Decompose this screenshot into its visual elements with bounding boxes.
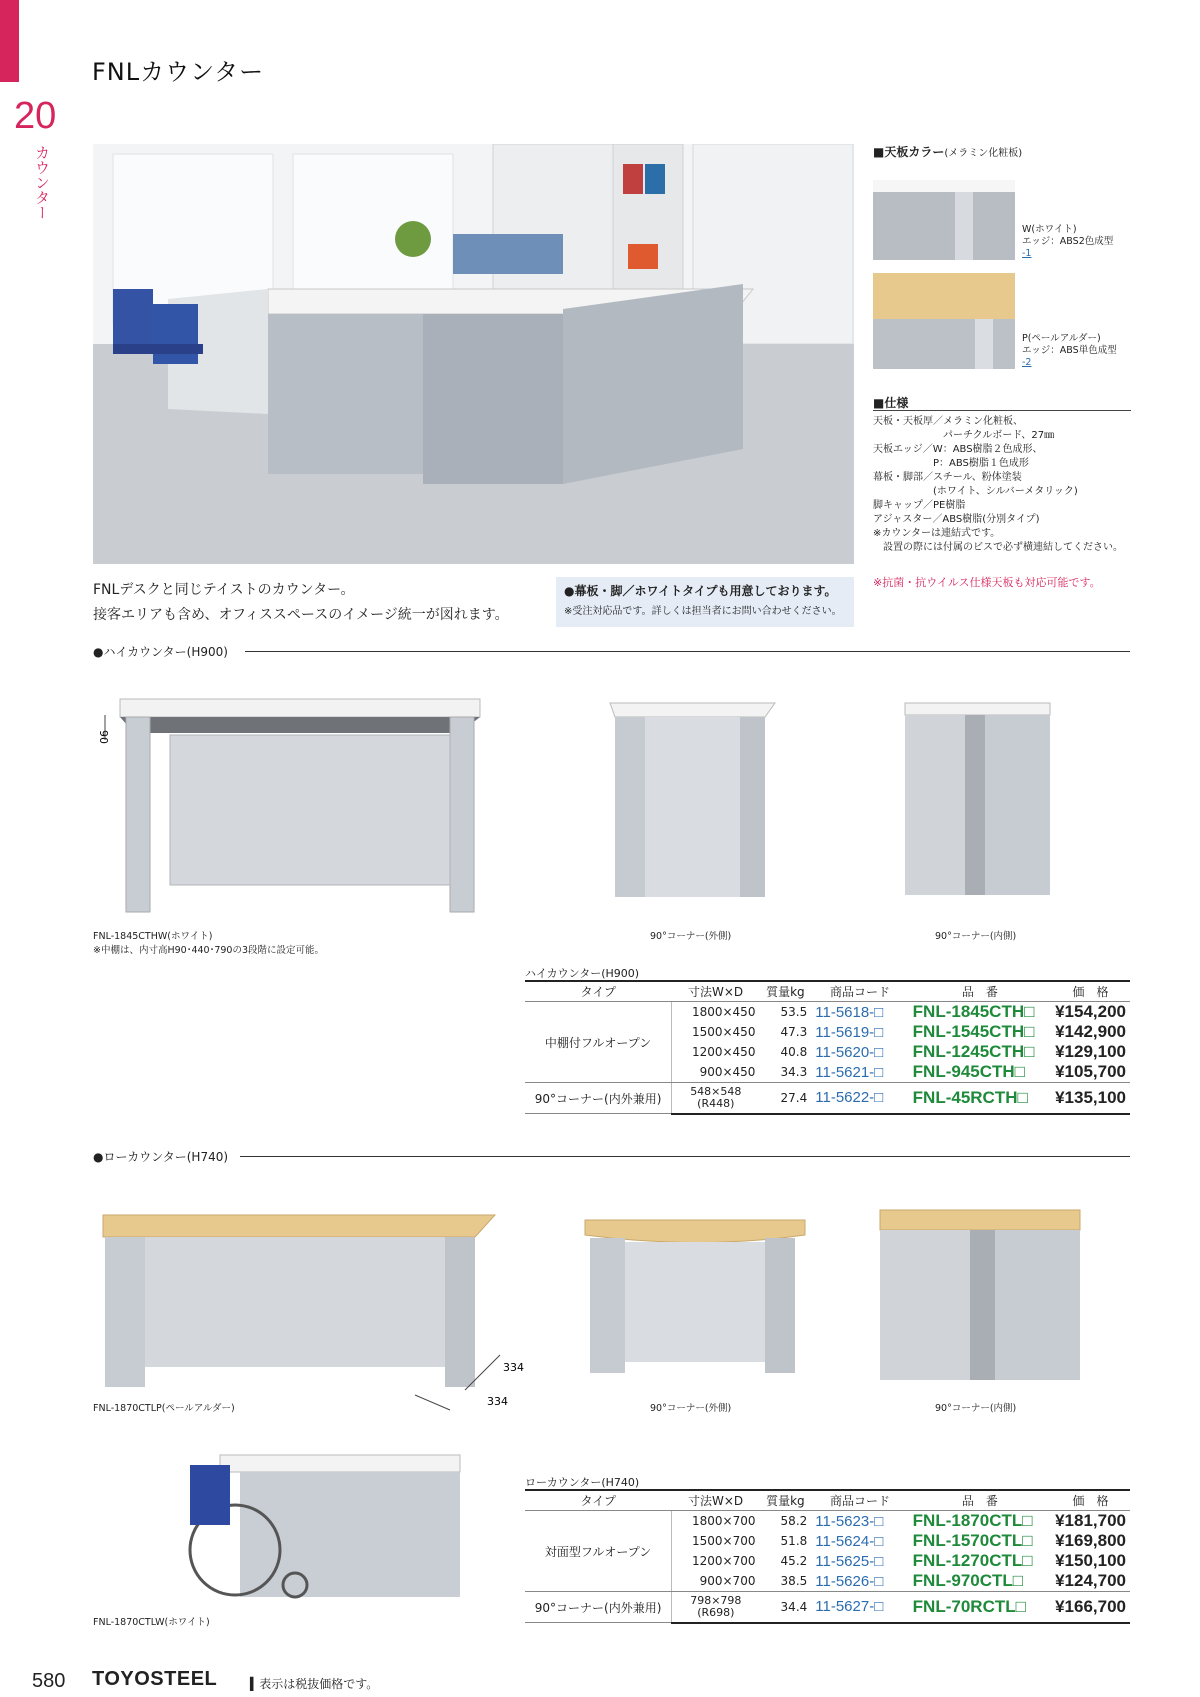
pale-alder-top-swatch bbox=[873, 273, 1015, 369]
th-mass: 質量kg bbox=[759, 1490, 811, 1511]
table-row: 1200×700 45.2 11-5625-□ FNL-1270CTL□ ¥150,100 bbox=[691, 1551, 1126, 1570]
chapter-number: 20 bbox=[14, 95, 57, 137]
section-rule bbox=[240, 1156, 1130, 1157]
low-counter-drawing bbox=[95, 1205, 525, 1419]
white-top-swatch bbox=[873, 180, 1015, 260]
high-corner-inner-caption: 90°コーナー(内側) bbox=[935, 931, 1017, 942]
low-corner-outer-caption: 90°コーナー(外側) bbox=[650, 1403, 732, 1414]
th-size: 寸法W×D bbox=[672, 981, 760, 1002]
th-type: タイプ bbox=[525, 981, 672, 1002]
description: FNLデスクと同じテイストのカウンター。 接客エリアも含め、オフィススペースのイメージ統一が図れます。 bbox=[93, 582, 509, 623]
table-row: 90°コーナー(内外兼用) 548×548 (R448) 27.4 11-5622-□ FNL-45RCTH□ ¥135,100 bbox=[525, 1083, 1130, 1114]
width-dim-label: 334 bbox=[487, 1395, 508, 1408]
th-model: 品 番 bbox=[909, 1490, 1051, 1511]
th-mass: 質量kg bbox=[759, 981, 811, 1002]
pale-top-text: P(ペールアルダー) エッジ：ABS単色成型 -2 bbox=[1022, 333, 1117, 368]
th-type: タイプ bbox=[525, 1490, 672, 1511]
high-corner-inner-drawing bbox=[900, 695, 1060, 909]
high-corner-outer-drawing bbox=[605, 695, 785, 909]
spec-heading: ■仕様 bbox=[873, 396, 909, 410]
high-corner-outer-caption: 90°コーナー(外側) bbox=[650, 931, 732, 942]
low-corner-outer-drawing bbox=[580, 1210, 815, 1384]
high-table-title: ハイカウンター(H900) bbox=[525, 967, 640, 980]
th-price: 価 格 bbox=[1051, 1490, 1130, 1511]
chapter-name: カウンター bbox=[33, 145, 51, 220]
th-price: 価 格 bbox=[1051, 981, 1130, 1002]
white-code-link[interactable]: -1 bbox=[1022, 248, 1032, 259]
chapter-color-bar bbox=[0, 0, 19, 82]
table-row: 90°コーナー(内外兼用) 798×798 (R698) 34.4 11-5627-□ FNL-70RCTL□ ¥166,700 bbox=[525, 1592, 1130, 1623]
th-code: 商品コード bbox=[811, 1490, 908, 1511]
table-row: 900×700 38.5 11-5626-□ FNL-970CTL□ ¥124,700 bbox=[525, 1571, 1130, 1592]
th-code: 商品コード bbox=[811, 981, 908, 1002]
low-counter-caption: FNL-1870CTLP(ペールアルダー) bbox=[93, 1403, 235, 1414]
high-counter-table bbox=[525, 980, 1130, 1115]
top-color-heading: ■天板カラー(メラミン化粧板) bbox=[873, 145, 1023, 159]
page-number: 580 bbox=[32, 1670, 66, 1692]
th-size: 寸法W×D bbox=[672, 1490, 760, 1511]
table-row: 対面型フルオープン 1800×700 58.2 11-5623-□ FNL-1870CTL□ ¥181,700 bbox=[525, 1511, 1130, 1532]
table-row: 900×450 34.3 11-5621-□ FNL-945CTH□ ¥105,700 bbox=[525, 1062, 1130, 1083]
office-counter-photo bbox=[93, 144, 854, 564]
low-counter-table bbox=[525, 1489, 1130, 1624]
table-row: 中棚付フルオープン 1800×450 53.5 11-5618-□ FNL-1845CTH□ ¥154,200 bbox=[525, 1002, 1130, 1023]
brand-logo: TOYOSTEEL bbox=[92, 1668, 218, 1690]
section-rule bbox=[245, 651, 1130, 652]
th-model: 品 番 bbox=[909, 981, 1051, 1002]
low-corner-inner-caption: 90°コーナー(内側) bbox=[935, 1403, 1017, 1414]
height-dim-label: 90 bbox=[97, 730, 110, 744]
low-corner-inner-drawing bbox=[875, 1205, 1085, 1389]
antibacterial-note: ※抗菌・抗ウイルス仕様天板も対応可能です。 bbox=[873, 576, 1101, 589]
white-counter-caption: FNL-1870CTLW(ホワイト) bbox=[93, 1617, 210, 1628]
page-title: FNLカウンター bbox=[92, 58, 265, 86]
table-row: 1500×700 51.8 11-5624-□ FNL-1570CTL□ ¥169,800 bbox=[691, 1531, 1126, 1550]
high-counter-caption: FNL-1845CTHW(ホワイト) ※中棚は、内寸高H90･440･790の3段階に設定可能。 bbox=[93, 931, 325, 956]
table-row: 1200×450 40.8 11-5620-□ FNL-1245CTH□ ¥129,100 bbox=[691, 1042, 1126, 1061]
wheelchair-counter-drawing bbox=[160, 1450, 470, 1604]
pale-code-link[interactable]: -2 bbox=[1022, 357, 1032, 368]
high-counter-drawing bbox=[90, 695, 490, 929]
depth-dim-label: 334 bbox=[503, 1361, 524, 1374]
low-table-title: ローカウンター(H740) bbox=[525, 1476, 640, 1489]
white-type-callout: ●幕板・脚／ホワイトタイプも用意しております。 ※受注対応品です。詳しくは担当者にお問い合わせください。 bbox=[556, 577, 854, 627]
low-counter-heading: ●ローカウンター(H740) bbox=[93, 1150, 229, 1164]
spec-list: 天板・天板厚／メラミン化粧板、 パーチクルボード、27㎜ 天板エッジ／W：ABS樹脂２色成形、 P：ABS樹脂１色成形 幕板・脚部／スチール、粉体塗装 (ホワイト、シルバーメタリック) 脚キャップ／PE樹脂 アジャスター／ABS樹脂(分別タイプ) ※カウンターは連結式です。 設置の際には付属のビスで必ず横連結してください。 bbox=[873, 410, 1131, 555]
tax-note: ▍表示は税抜価格です。 bbox=[250, 1677, 379, 1691]
table-row: 1500×450 47.3 11-5619-□ FNL-1545CTH□ ¥142,900 bbox=[691, 1022, 1126, 1041]
high-counter-heading: ●ハイカウンター(H900) bbox=[93, 645, 228, 659]
white-top-text: W(ホワイト) エッジ：ABS2色成型 -1 bbox=[1022, 224, 1114, 259]
